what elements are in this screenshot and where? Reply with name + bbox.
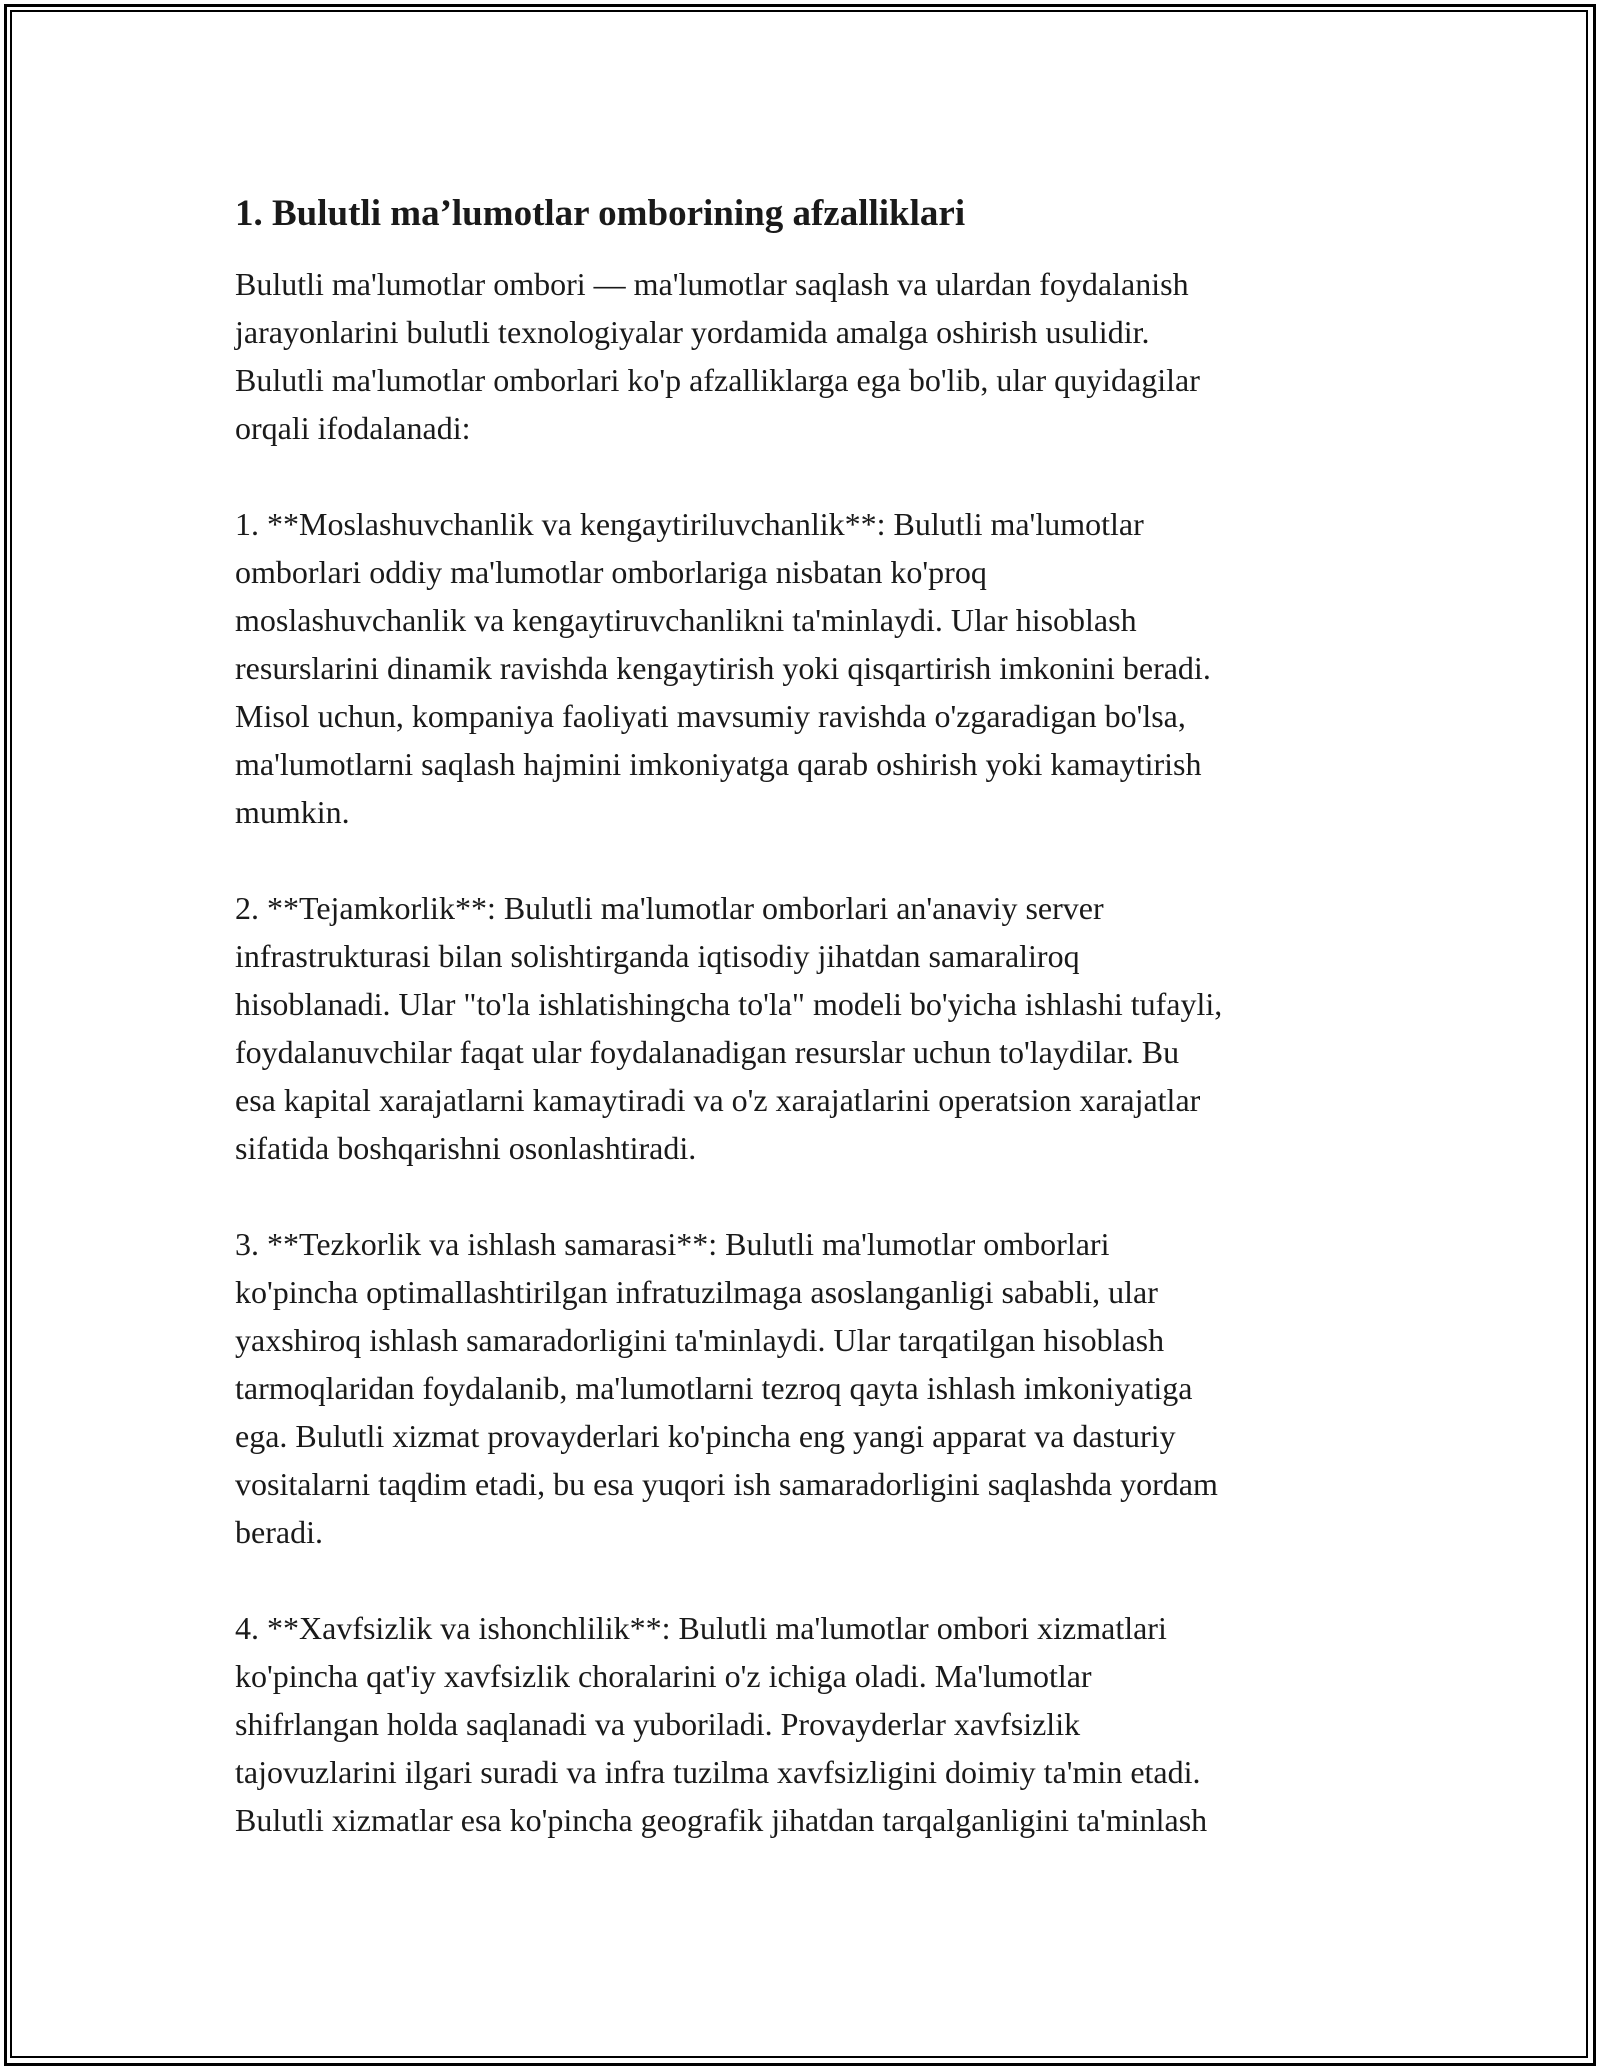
document-body [235, 190, 1375, 1892]
item-cost-efficiency-paragraph: 2. **Tejamkorlik**: Bulutli ma'lumotlar omborlari an'anaviy server infrastrukturasi bilan solishtirganda iqtisodiy jihatdan samaraliroq hisoblanadi. Ular "to'la ishlatishingcha to'la" modeli bo'yicha ishlashi tufayli, foydalanuvchilar faqat ular foydalanadigan resurslar uchun to'laydilar. Bu esa kapital xarajatlarni kamaytiradi va o'z xarajatlarini operatsion xarajatlar sifatida boshqarishni osonlashtiradi. [235, 890, 1223, 1166]
item-security-paragraph: 4. **Xavfsizlik va ishonchlilik**: Bulutli ma'lumotlar ombori xizmatlari ko'pincha qat'iy xavfsizlik choralarini o'z ichiga oladi. Ma'lumotlar shifrlangan holda saqlanadi va yuboriladi. Provayderlar xavfsizlik tajovuzlarini ilgari suradi va infra tuzilma xavfsizligini doimiy ta'min etadi. Bulutli xizmatlar esa ko'pincha geografik jihatdan tarqalganligini ta'minlash [235, 1610, 1208, 1838]
intro-paragraph: Bulutli ma'lumotlar ombori — ma'lumotlar saqlash va ulardan foydalanish jarayonlarini bulutli texnologiyalar yordamida amalga oshirish usulidir. Bulutli ma'lumotlar omborlari ko'p afzalliklarga ega bo'lib, ular quyidagilar orqali ifodalanadi: [235, 266, 1200, 446]
item-performance-paragraph: 3. **Tezkorlik va ishlash samarasi**: Bulutli ma'lumotlar omborlari ko'pincha optimallashtirilgan infratuzilmaga asoslanganligi sababli, ular yaxshiroq ishlash samaradorligini ta'minlaydi. Ular tarqatilgan hisoblash tarmoqlaridan foydalanib, ma'lumotlarni tezroq qayta ishlash imkoniyatiga ega. Bulutli xizmat provayderlari ko'pincha eng yangi apparat va dasturiy vositalarni taqdim etadi, bu esa yuqori ish samaradorligini saqlashda yordam beradi. [235, 1226, 1218, 1550]
section-heading: 1. Bulutli ma’lumotlar omborining afzalliklari [235, 193, 966, 234]
item-flexibility-paragraph: 1. **Moslashuvchanlik va kengaytiriluvchanlik**: Bulutli ma'lumotlar omborlari oddiy ma'lumotlar omborlariga nisbatan ko'proq moslashuvchanlik va kengaytiruvchanlikni ta'minlaydi. Ular hisoblash resurslarini dinamik ravishda kengaytirish yoki qisqartirish imkonini beradi. Misol uchun, kompaniya faoliyati mavsumiy ravishda o'zgaradigan bo'lsa, ma'lumotlarni saqlash hajmini imkoniyatga qarab oshirish yoki kamaytirish mumkin. [235, 506, 1211, 830]
